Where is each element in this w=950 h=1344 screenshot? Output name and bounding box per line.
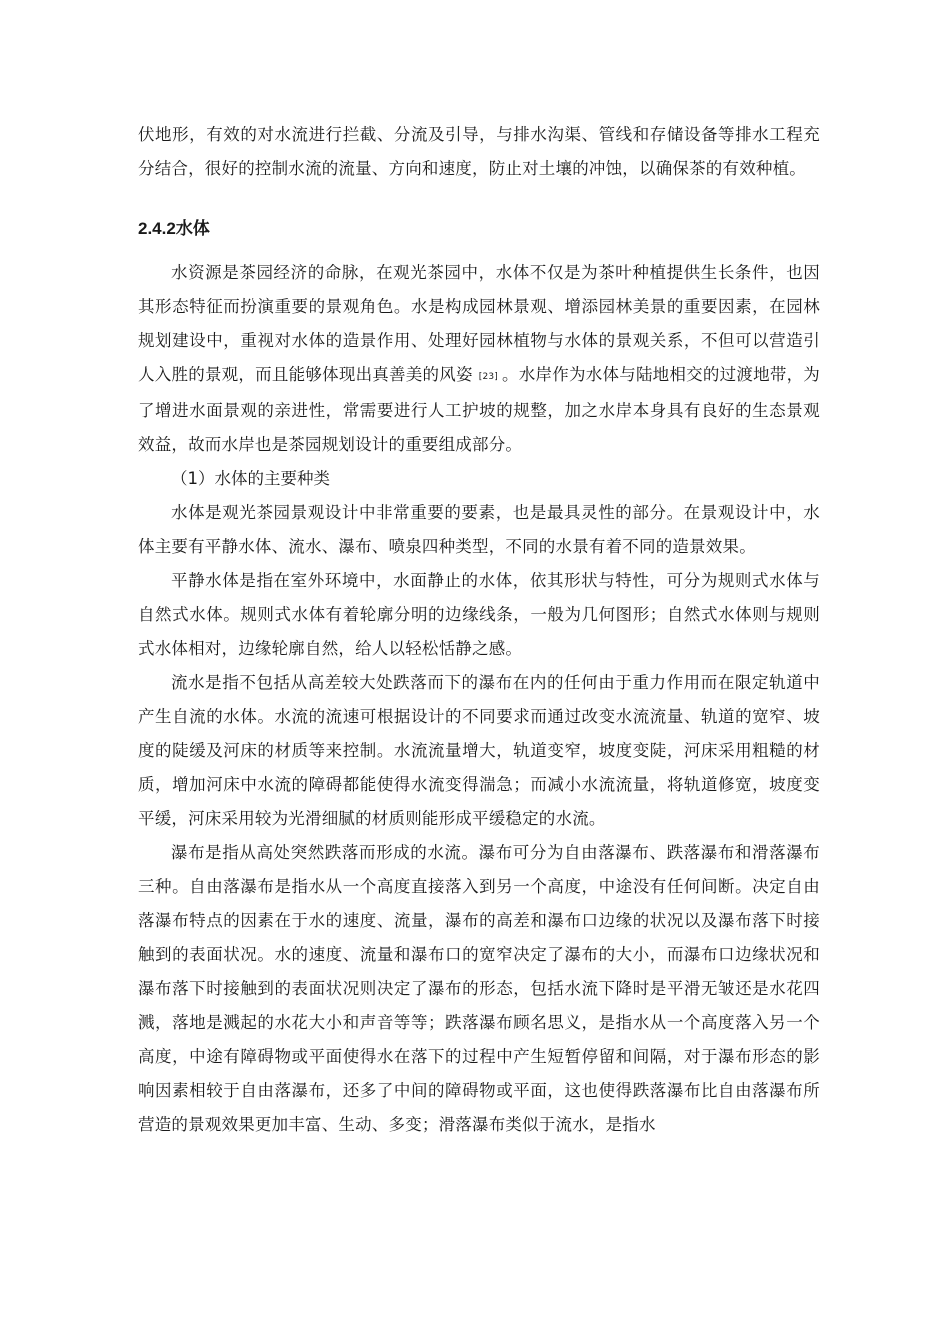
opening-paragraph: 伏地形，有效的对水流进行拦截、分流及引导，与排水沟渠、管线和存储设备等排水工程充分结合，很好的控制水流的流量、方向和速度，防止对土壤的冲蚀，以确保茶的有效种植。 (138, 125, 820, 178)
subheading-water-types: （1）水体的主要种类 (171, 469, 330, 488)
paragraph-water-resources (138, 256, 820, 462)
section-title: 水体 (175, 219, 210, 238)
page-content (138, 118, 820, 1142)
section-heading (138, 212, 820, 246)
paragraph-text: 。水岸作为水体与陆地相交的过渡地带，为了增进水面景观的亲进性，常需要进行人工护坡的规整，加之水岸本身具有良好的生态景观效益，故而水岸也是茶园规划设计的重要组成部分。 (138, 365, 821, 454)
citation-reference: [23] (478, 372, 499, 382)
paragraph-waterfall: 瀑布是指从高处突然跌落而形成的水流。瀑布可分为自由落瀑布、跌落瀑布和滑落瀑布三种。自由落瀑布是指水从一个高度直接落入到另一个高度，中途没有任何间断。决定自由落瀑布特点的因素在于水的速度、流量，瀑布的高差和瀑布口边缘的状况以及瀑布落下时接触到的表面状况。水的速度、流量和瀑布口的宽窄决定了瀑布的大小，而瀑布口边缘状况和瀑布落下时接触到的表面状况则决定了瀑布的形态，包括水流下降时是平滑无皱还是水花四溅，落地是溅起的水花大小和声音等等；跌落瀑布顾名思义，是指水从一个高度落入另一个高度，中途有障碍物或平面使得水在落下的过程中产生短暂停留和间隔，对于瀑布形态的影响因素相较于自由落瀑布，还多了中间的障碍物或平面，这也使得跌落瀑布比自由落瀑布所营造的景观效果更加丰富、生动、多变；滑落瀑布类似于流水，是指水 (138, 843, 820, 1134)
paragraph-still-water: 平静水体是指在室外环境中，水面静止的水体，依其形状与特性，可分为规则式水体与自然式水体。规则式水体有着轮廓分明的边缘线条，一般为几何图形；自然式水体则与规则式水体相对，边缘轮廓自然，给人以轻松恬静之感。 (138, 571, 820, 658)
paragraph-text: 水资源是茶园经济的命脉，在观光茶园中，水体不仅是为茶叶种植提供生长条件，也因其形态特征而扮演重要的景观角色。水是构成园林景观、增添园林美景的重要因素，在园林规划建设中，重视对水体的造景作用、处理好园林植物与水体的景观关系，不但可以营造引人入胜的景观，而且能够体现出真善美的风姿 (138, 263, 820, 384)
section-number: 2.4.2 (138, 219, 176, 238)
paragraph-flowing-water: 流水是指不包括从高差较大处跌落而下的瀑布在内的任何由于重力作用而在限定轨道中产生自流的水体。水流的流速可根据设计的不同要求而通过改变水流流量、轨道的宽窄、坡度的陡缓及河床的材质等来控制。水流流量增大，轨道变窄，坡度变陡，河床采用粗糙的材质，增加河床中水流的障碍都能使得水流变得湍急；而减小水流流量，将轨道修宽，坡度变平缓，河床采用较为光滑细腻的材质则能形成平缓稳定的水流。 (138, 673, 820, 828)
paragraph-water-body-types: 水体是观光茶园景观设计中非常重要的要素，也是最具灵性的部分。在景观设计中，水体主要有平静水体、流水、瀑布、喷泉四种类型，不同的水景有着不同的造景效果。 (138, 503, 820, 556)
